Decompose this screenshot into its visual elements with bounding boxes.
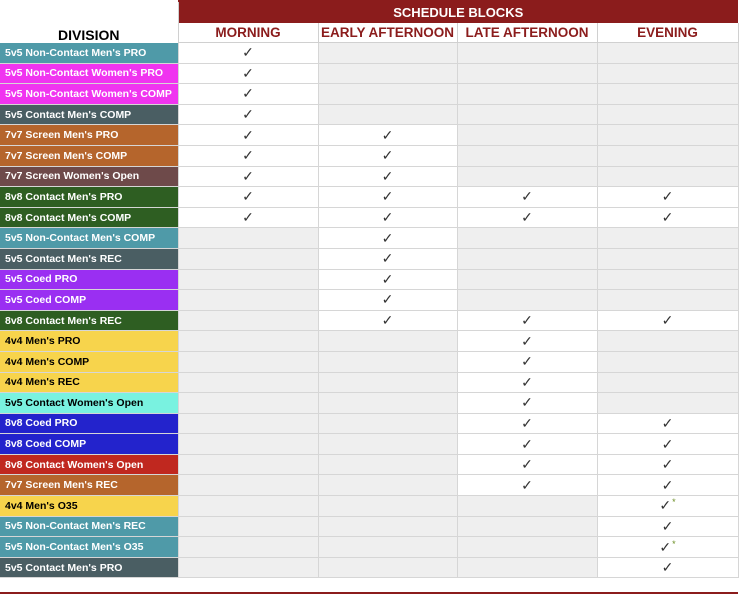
early-afternoon-cell[interactable] [318, 290, 457, 311]
division-name-cell[interactable]: 5v5 Contact Men's PRO [0, 557, 178, 578]
division-name-cell[interactable]: 5v5 Contact Women's Open [0, 393, 178, 414]
checkmark-icon: ✓ [521, 312, 533, 329]
division-name-cell[interactable]: 4v4 Men's O35 [0, 496, 178, 517]
table-row [0, 413, 738, 434]
morning-cell[interactable] [178, 537, 318, 558]
table-row [0, 187, 738, 208]
late-afternoon-cell[interactable] [457, 84, 597, 105]
evening-cell[interactable] [597, 372, 738, 393]
evening-cell[interactable] [597, 557, 738, 578]
early-afternoon-cell[interactable] [318, 84, 457, 105]
checkmark-icon: ✓ [242, 64, 254, 81]
early-afternoon-cell[interactable] [318, 310, 457, 331]
checkmark-icon: ✓ [521, 188, 533, 205]
division-name-cell[interactable]: 5v5 Coed PRO [0, 269, 178, 290]
division-name-cell[interactable]: 8v8 Coed COMP [0, 434, 178, 455]
checkmark-icon: ✓ [661, 476, 674, 493]
late-afternoon-cell[interactable] [457, 393, 597, 414]
division-name-cell[interactable]: 8v8 Contact Men's REC [0, 310, 178, 331]
morning-cell[interactable] [178, 372, 318, 393]
schedule-blocks-banner[interactable]: SCHEDULE BLOCKS [178, 1, 738, 23]
late-afternoon-cell[interactable] [457, 454, 597, 475]
evening-cell[interactable] [597, 331, 738, 352]
checkmark-icon: ✓ [242, 188, 254, 205]
division-name-cell[interactable]: 4v4 Men's REC [0, 372, 178, 393]
division-name-cell[interactable]: 8v8 Coed PRO [0, 413, 178, 434]
evening-cell[interactable] [597, 125, 738, 146]
evening-cell[interactable] [597, 434, 738, 455]
checkmark-icon: ✓ [242, 147, 254, 164]
checkmark-icon: ✓ [521, 373, 533, 390]
late-afternoon-cell[interactable] [457, 145, 597, 166]
early-afternoon-cell[interactable] [318, 454, 457, 475]
checkmark-icon: ✓ [661, 414, 674, 431]
early-afternoon-cell[interactable] [318, 269, 457, 290]
evening-cell[interactable] [597, 351, 738, 372]
checkmark-icon: ✓ [659, 538, 672, 555]
checkmark-icon: ✓ [521, 353, 533, 370]
checkmark-icon: ✓ [381, 291, 394, 308]
checkmark-icon: ✓ [521, 414, 533, 431]
morning-cell[interactable] [178, 475, 318, 496]
early-afternoon-cell[interactable] [318, 372, 457, 393]
column-header-late-afternoon[interactable]: LATE AFTERNOON [457, 23, 597, 43]
late-afternoon-cell[interactable] [457, 475, 597, 496]
morning-cell[interactable] [178, 434, 318, 455]
late-afternoon-cell[interactable] [457, 413, 597, 434]
evening-cell[interactable] [597, 310, 738, 331]
checkmark-icon: ✓ [242, 44, 254, 61]
early-afternoon-cell[interactable] [318, 207, 457, 228]
evening-cell[interactable] [597, 475, 738, 496]
late-afternoon-cell[interactable] [457, 537, 597, 558]
division-name-cell[interactable]: 5v5 Contact Men's COMP [0, 104, 178, 125]
checkmark-icon: ✓ [521, 476, 533, 493]
table-row [0, 166, 738, 187]
division-name-cell[interactable]: 8v8 Contact Men's PRO [0, 187, 178, 208]
morning-cell[interactable] [178, 166, 318, 187]
table-row [0, 557, 738, 578]
morning-cell[interactable] [178, 248, 318, 269]
table-row [0, 475, 738, 496]
late-afternoon-cell[interactable] [457, 125, 597, 146]
checkmark-icon: ✓ [661, 209, 674, 226]
evening-cell[interactable] [597, 248, 738, 269]
checkmark-icon: ✓ [242, 85, 254, 102]
morning-cell[interactable] [178, 228, 318, 249]
evening-cell[interactable] [597, 516, 738, 537]
early-afternoon-cell[interactable] [318, 413, 457, 434]
table-row [0, 269, 738, 290]
checkmark-icon: ✓ [521, 394, 533, 411]
late-afternoon-cell[interactable] [457, 187, 597, 208]
table-row [0, 290, 738, 311]
early-afternoon-cell[interactable] [318, 557, 457, 578]
table-row [0, 351, 738, 372]
evening-cell[interactable] [597, 454, 738, 475]
checkmark-icon: ✓ [521, 332, 533, 349]
checkmark-icon: ✓ [381, 126, 394, 143]
division-name-cell[interactable]: 5v5 Non-Contact Women's COMP [0, 84, 178, 105]
division-name-cell[interactable]: 8v8 Contact Women's Open [0, 454, 178, 475]
morning-cell[interactable] [178, 63, 318, 84]
checkmark-icon: ✓ [661, 435, 674, 452]
division-name-cell[interactable]: 5v5 Coed COMP [0, 290, 178, 311]
late-afternoon-cell[interactable] [457, 557, 597, 578]
table-row [0, 104, 738, 125]
morning-cell[interactable] [178, 393, 318, 414]
checkmark-icon: ✓ [242, 167, 254, 184]
division-name-cell[interactable]: 4v4 Men's PRO [0, 331, 178, 352]
late-afternoon-cell[interactable] [457, 248, 597, 269]
early-afternoon-cell[interactable] [318, 104, 457, 125]
early-afternoon-cell[interactable] [318, 331, 457, 352]
table-row [0, 496, 738, 517]
evening-cell[interactable] [597, 166, 738, 187]
checkmark-icon: ✓ [242, 126, 254, 143]
early-afternoon-cell[interactable] [318, 351, 457, 372]
checkmark-icon: ✓ [242, 106, 254, 123]
late-afternoon-cell[interactable] [457, 290, 597, 311]
checkmark-icon: ✓ [521, 456, 533, 473]
morning-cell[interactable] [178, 496, 318, 517]
late-afternoon-cell[interactable] [457, 496, 597, 517]
early-afternoon-cell[interactable] [318, 248, 457, 269]
evening-cell[interactable] [597, 537, 738, 558]
late-afternoon-cell[interactable] [457, 516, 597, 537]
checkmark-icon: ✓ [381, 147, 394, 164]
evening-cell[interactable] [597, 413, 738, 434]
checkmark-icon: ✓ [381, 312, 394, 329]
table-row [0, 537, 738, 558]
evening-cell[interactable] [597, 290, 738, 311]
morning-cell[interactable] [178, 454, 318, 475]
table-row [0, 43, 738, 64]
checkmark-icon: ✓ [659, 497, 672, 514]
late-afternoon-cell[interactable] [457, 372, 597, 393]
checkmark-icon: ✓ [521, 435, 533, 452]
column-header-early-afternoon[interactable]: EARLY AFTERNOON [318, 23, 457, 43]
division-name-cell[interactable]: 5v5 Contact Men's REC [0, 248, 178, 269]
late-afternoon-cell[interactable] [457, 269, 597, 290]
late-afternoon-cell[interactable] [457, 331, 597, 352]
morning-cell[interactable] [178, 516, 318, 537]
division-name-cell[interactable]: 5v5 Non-Contact Men's COMP [0, 228, 178, 249]
checkmark-icon: ✓ [661, 188, 674, 205]
late-afternoon-cell[interactable] [457, 434, 597, 455]
morning-cell[interactable] [178, 104, 318, 125]
evening-cell[interactable] [597, 496, 738, 517]
checkmark-icon: ✓ [661, 517, 674, 534]
asterisk-note: * [672, 538, 676, 549]
table-row [0, 372, 738, 393]
column-header-evening[interactable]: EVENING [597, 23, 738, 43]
late-afternoon-cell[interactable] [457, 228, 597, 249]
table-row [0, 454, 738, 475]
checkmark-icon: ✓ [381, 229, 394, 246]
morning-cell[interactable] [178, 43, 318, 64]
late-afternoon-cell[interactable] [457, 351, 597, 372]
column-header-morning[interactable]: MORNING [178, 23, 318, 43]
morning-cell[interactable] [178, 351, 318, 372]
late-afternoon-cell[interactable] [457, 207, 597, 228]
division-name-cell[interactable]: 4v4 Men's COMP [0, 351, 178, 372]
early-afternoon-cell[interactable] [318, 125, 457, 146]
evening-cell[interactable] [597, 228, 738, 249]
table-row [0, 516, 738, 537]
table-row [0, 331, 738, 352]
early-afternoon-cell[interactable] [318, 475, 457, 496]
early-afternoon-cell[interactable] [318, 516, 457, 537]
checkmark-icon: ✓ [381, 188, 394, 205]
late-afternoon-cell[interactable] [457, 43, 597, 64]
early-afternoon-cell[interactable] [318, 228, 457, 249]
early-afternoon-cell[interactable] [318, 43, 457, 64]
late-afternoon-cell[interactable] [457, 310, 597, 331]
evening-cell[interactable] [597, 63, 738, 84]
evening-cell[interactable] [597, 104, 738, 125]
checkmark-icon: ✓ [381, 167, 394, 184]
morning-cell[interactable] [178, 557, 318, 578]
division-name-cell[interactable]: 7v7 Screen Men's PRO [0, 125, 178, 146]
early-afternoon-cell[interactable] [318, 537, 457, 558]
morning-cell[interactable] [178, 84, 318, 105]
early-afternoon-cell[interactable] [318, 393, 457, 414]
early-afternoon-cell[interactable] [318, 187, 457, 208]
evening-cell[interactable] [597, 269, 738, 290]
checkmark-icon: ✓ [661, 559, 674, 576]
table-row [0, 228, 738, 249]
division-name-cell[interactable]: 7v7 Screen Women's Open [0, 166, 178, 187]
checkmark-icon: ✓ [381, 209, 394, 226]
early-afternoon-cell[interactable] [318, 63, 457, 84]
morning-cell[interactable] [178, 290, 318, 311]
checkmark-icon: ✓ [661, 312, 674, 329]
checkmark-icon: ✓ [661, 456, 674, 473]
morning-cell[interactable] [178, 269, 318, 290]
division-name-cell[interactable]: 7v7 Screen Men's REC [0, 475, 178, 496]
table-row [0, 125, 738, 146]
table-row [0, 145, 738, 166]
division-name-cell[interactable]: 5v5 Non-Contact Women's PRO [0, 63, 178, 84]
division-name-cell[interactable]: 8v8 Contact Men's COMP [0, 207, 178, 228]
checkmark-icon: ✓ [521, 209, 533, 226]
morning-cell[interactable] [178, 145, 318, 166]
morning-cell[interactable] [178, 331, 318, 352]
morning-cell[interactable] [178, 125, 318, 146]
evening-cell[interactable] [597, 43, 738, 64]
early-afternoon-cell[interactable] [318, 496, 457, 517]
evening-cell[interactable] [597, 207, 738, 228]
morning-cell[interactable] [178, 413, 318, 434]
late-afternoon-cell[interactable] [457, 104, 597, 125]
division-name-cell[interactable]: 5v5 Non-Contact Men's PRO [0, 43, 178, 64]
table-row [0, 248, 738, 269]
morning-cell[interactable] [178, 207, 318, 228]
division-name-cell[interactable]: 5v5 Non-Contact Men's O35 [0, 537, 178, 558]
evening-cell[interactable] [597, 393, 738, 414]
table-row [0, 393, 738, 414]
table-row [0, 63, 738, 84]
checkmark-icon: ✓ [381, 270, 394, 287]
late-afternoon-cell[interactable] [457, 166, 597, 187]
evening-cell[interactable] [597, 84, 738, 105]
division-name-cell[interactable]: 7v7 Screen Men's COMP [0, 145, 178, 166]
evening-cell[interactable] [597, 145, 738, 166]
division-rows [0, 43, 738, 578]
table-row [0, 207, 738, 228]
asterisk-note: * [672, 497, 676, 508]
early-afternoon-cell[interactable] [318, 145, 457, 166]
morning-cell[interactable] [178, 187, 318, 208]
morning-cell[interactable] [178, 310, 318, 331]
table-row [0, 84, 738, 105]
checkmark-icon: ✓ [381, 250, 394, 267]
early-afternoon-cell[interactable] [318, 434, 457, 455]
evening-cell[interactable] [597, 187, 738, 208]
table-row [0, 310, 738, 331]
late-afternoon-cell[interactable] [457, 63, 597, 84]
table-row [0, 434, 738, 455]
division-name-cell[interactable]: 5v5 Non-Contact Men's REC [0, 516, 178, 537]
early-afternoon-cell[interactable] [318, 166, 457, 187]
checkmark-icon: ✓ [242, 209, 254, 226]
division-header[interactable]: DIVISION [0, 1, 178, 43]
